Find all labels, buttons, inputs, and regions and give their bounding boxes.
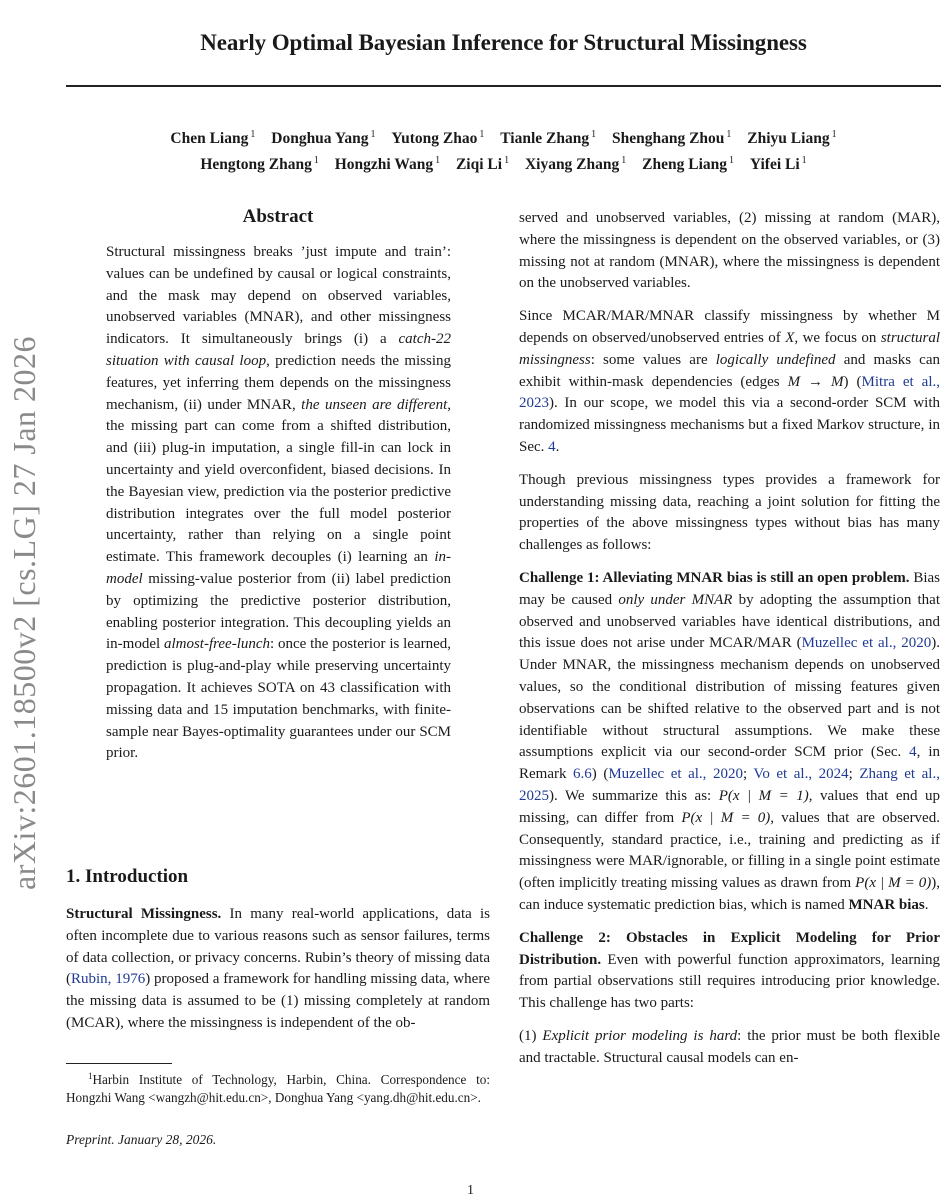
citation-link[interactable]: Muzellec et al., 2020 [801, 635, 932, 652]
author-list [66, 124, 941, 176]
paragraph: served and unobserved variables, (2) missing at random (MAR), where the missingness is dependent on the observed variables, or (3) missing not at random (MNAR), where the missingness is dependent on the unobserved variables. [519, 210, 940, 292]
abstract-heading: Abstract [242, 206, 314, 227]
author-line-2 [66, 150, 941, 176]
challenge-2-paragraph: Challenge 2: Obstacles in Explicit Modeling for Prior Distribution. Even with powerful function approximators, learning from partial observations still requires introducing prior knowledge. This challenge has two parts: [519, 929, 940, 1012]
citation-link[interactable]: Mitra et al., 2023 [519, 373, 940, 412]
author: Hongzhi Wang $^1$ [334, 155, 441, 173]
affiliation-footnote: $^1$Harbin Institute of Technology, Harbin, China. Correspondence to: Hongzhi Wang <wangzh@hit.edu.cn>, Donghua Yang <yang.dh@hit.edu.cn>. [66, 1071, 490, 1105]
page-number: 1 [467, 1183, 474, 1198]
footnote-rule [66, 1063, 172, 1064]
citation-link[interactable]: Zhang et al., 2025 [519, 766, 940, 804]
author: Shenghang Zhou $^1$ [611, 129, 732, 147]
section-heading-introduction: 1. Introduction [66, 866, 189, 887]
section-ref-link[interactable]: 4 [909, 744, 917, 761]
author: Tianle Zhang $^1$ [500, 129, 597, 147]
author: Chen Liang $^1$ [170, 129, 256, 147]
author: Xiyang Zhang $^1$ [524, 155, 627, 173]
author: Zheng Liang $^1$ [642, 155, 734, 173]
preprint-note: Preprint. January 28, 2026. [66, 1132, 217, 1147]
author: Yifei Li $^1$ [749, 155, 807, 173]
paragraph: Though previous missingness types provides a framework for understanding missing data, reaching a joint solution for fitting the properties of the above missingness types without bias has many challenges as follows: [519, 471, 940, 554]
arxiv-identifier-stamp: arXiv:2601.18500v2 [cs.LG] 27 Jan 2026 [6, 335, 42, 890]
title-rule [66, 85, 941, 87]
section-ref-link[interactable]: 4 [548, 438, 556, 455]
author: Donghua Yang $^1$ [271, 129, 376, 147]
author: Ziqi Li $^1$ [455, 155, 510, 173]
intro-paragraph: Structural Missingness. In many real-world applications, data is often incomplete due to various reasons such as sensor failures, terms of data collection, or privacy concerns. Rubin’s theory of missing data (Rubin, 1976) proposed a framework for handling missing data, where the missing data is assumed to be (1) missing completely at random (MCAR), where the missingness is independent of the ob- [66, 906, 490, 1031]
citation-link[interactable]: Muzellec et al., 2020 [608, 766, 743, 783]
paper-title: Nearly Optimal Bayesian Inference for Structural Missingness [200, 30, 807, 55]
right-column [519, 208, 940, 1069]
citation-link[interactable]: Vo et al., 2024 [753, 766, 849, 783]
abstract-body: Structural missingness breaks ’just impute and train’: values can be undefined by causal or logical constraints, and the mask may depend on observed variables, unobserved variables (MNAR), and other missingness indicators. It simultaneously brings (i) a catch-22 situation with causal loop, prediction needs the missing features, yet inferring them depends on the missingness mechanism, (ii) under MNAR, the unseen are different, the missing part can come from a shifted distribution, and (iii) plug-in imputation, a single fill-in can lock in uncertainty and yield overconfident, biased decisions. In the Bayesian view, prediction via the posterior predictive distribution integrates over the full model posterior uncertainty, rather than relying on a single point estimate. This framework decouples (i) learning an in-model missing-value posterior from (ii) label prediction by optimizing the predictive posterior distribution, enabling posterior integration. This decoupling yields an in-model almost-free-lunch: once the posterior is learned, prediction is plug-and-play while preserving uncertainty propagation. It achieves SOTA on 43 classification with missing data and 15 imputation benchmarks, with finite-sample near Bayes-optimality guarantees under our SCM prior. [106, 244, 451, 762]
author: Yutong Zhao $^1$ [391, 129, 485, 147]
citation-link[interactable]: Rubin, 1976 [71, 971, 146, 988]
remark-ref-link[interactable]: 6.6 [573, 766, 592, 783]
paragraph: (1) Explicit prior modeling is hard: the prior must be both flexible and tractable. Structural causal models can en- [519, 1027, 940, 1066]
paragraph: Since MCAR/MAR/MNAR classify missingness by whether M depends on observed/unobserved entries of X, we focus on structural missingness: some values are logically undefined and masks can exhibit within-mask dependencies (edges M → M) (Mitra et al., 2023). In our scope, we model this via a second-order SCM with randomized missingness mechanisms but a fixed Markov structure, in Sec. 4. [519, 308, 940, 455]
author: Zhiyu Liang $^1$ [747, 129, 837, 147]
challenge-1-paragraph: Challenge 1: Alleviating MNAR bias is still an open problem. Bias may be caused only under MNAR by adopting the assumption that observed and unobserved variables have identical distributions, and this issue does not arise under MCAR/MAR (Muzellec et al., 2020). Under MNAR, the missingness mechanism depends on unobserved values, so the conditional distribution of missing features given observations can be shifted relative to the observed part and is not identifiable without structural assumptions. We make these assumptions explicit via our second-order SCM prior (Sec. 4, in Remark 6.6) (Muzellec et al., 2020; Vo et al., 2024; Zhang et al., 2025). We summarize this as: P(x | M = 1), values that end up missing, can differ from P(x | M = 0), values that are observed. Consequently, standard practice, i.e., training and predicting as if missingness were MAR/ignorable, or filling in a single point estimate (often implicitly treating missing values as drawn from P(x | M = 0)), can induce systematic prediction bias, which is named MNAR bias. [519, 569, 940, 913]
author-line-1 [66, 124, 941, 150]
author: Hengtong Zhang $^1$ [200, 155, 319, 173]
